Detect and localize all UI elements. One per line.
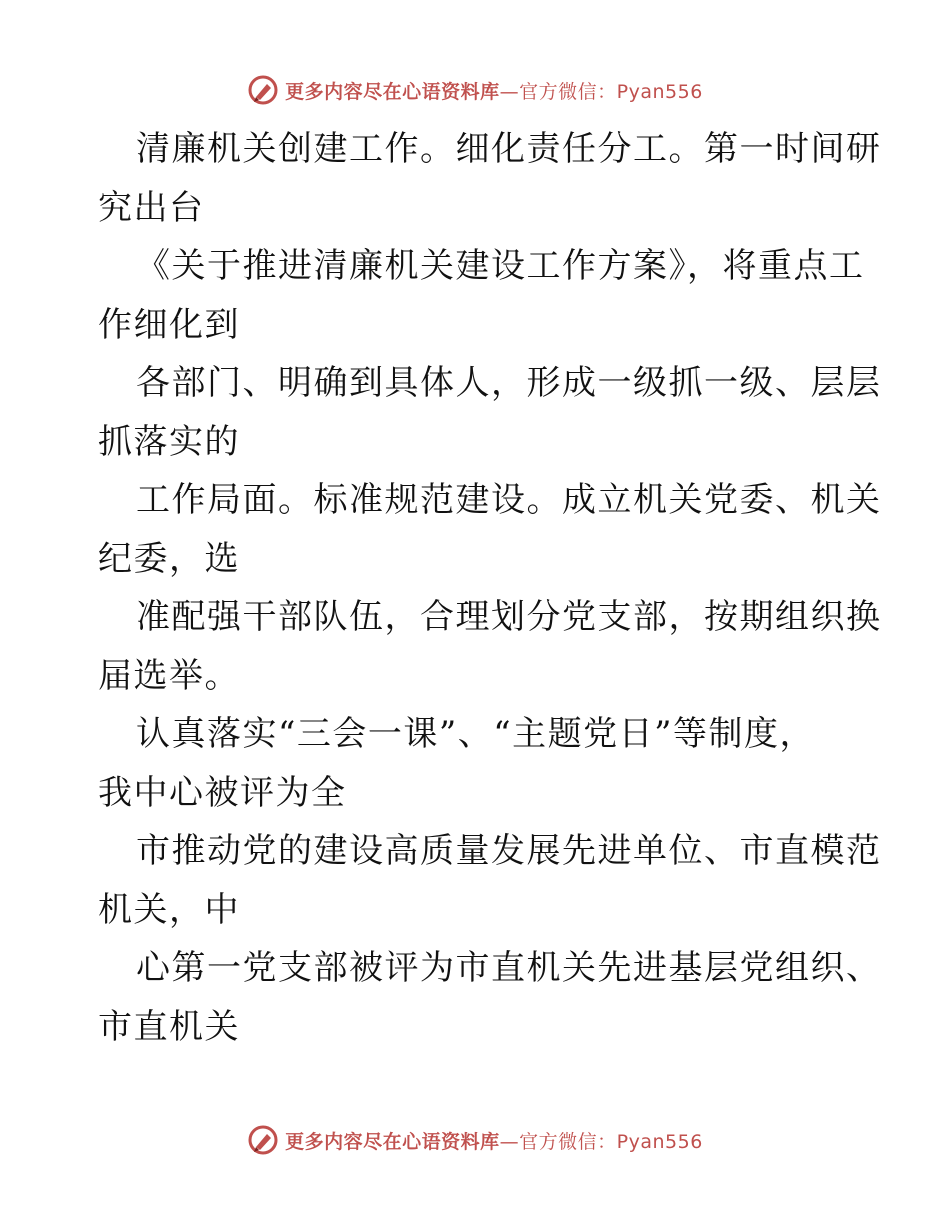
paragraph-line-first: 市推动党的建设高质量发展先进单位、市直模范 bbox=[136, 831, 882, 871]
paragraph-line-second: 届选举。 bbox=[98, 655, 240, 696]
pen-logo-icon bbox=[247, 74, 279, 106]
paragraph-line-second: 纪委，选 bbox=[98, 538, 240, 579]
paragraph-line-first: 准配强干部队伍，合理划分党支部，按期组织换 bbox=[136, 597, 882, 637]
paragraph-line-first: 认真落实“三会一课”、“主题党日”等制度， bbox=[136, 714, 816, 754]
paragraph-line-first: 《关于推进清廉机关建设工作方案》，将重点工 bbox=[136, 246, 865, 286]
paragraph-line bbox=[98, 939, 882, 1056]
paragraph-line bbox=[98, 705, 858, 822]
footer-banner bbox=[0, 1120, 950, 1160]
header-banner bbox=[0, 70, 950, 110]
paragraph-line bbox=[98, 237, 865, 354]
header-banner-brand: 更多内容尽在心语资料库 bbox=[285, 80, 500, 103]
pen-logo-icon bbox=[247, 1124, 279, 1156]
paragraph-line-second: 市直机关 bbox=[98, 1006, 240, 1047]
paragraph-line-first: 各部门、明确到具体人，形成一级抓一级、层层 bbox=[136, 363, 882, 403]
paragraph-line-second: 究出台 bbox=[98, 187, 205, 228]
header-banner-wechat: 官方微信：Pyan556 bbox=[519, 80, 703, 103]
paragraph-line bbox=[98, 471, 882, 588]
header-banner-text bbox=[285, 77, 703, 104]
paragraph-line bbox=[98, 354, 882, 471]
header-banner-dash: — bbox=[499, 80, 520, 103]
paragraph-line-second: 我中心被评为全 bbox=[98, 772, 347, 813]
paragraph-line-first: 清廉机关创建工作。细化责任分工。第一时间研 bbox=[136, 129, 882, 169]
paragraph-line-first: 心第一党支部被评为市直机关先进基层党组织、 bbox=[136, 948, 882, 988]
footer-banner-wechat: 官方微信：Pyan556 bbox=[519, 1130, 703, 1153]
footer-banner-brand: 更多内容尽在心语资料库 bbox=[285, 1130, 500, 1153]
paragraph-line bbox=[98, 120, 882, 237]
footer-banner-dash: — bbox=[499, 1130, 520, 1153]
paragraph-line bbox=[98, 822, 882, 939]
footer-banner-text bbox=[285, 1127, 703, 1154]
paragraph-line-second: 作细化到 bbox=[98, 304, 240, 345]
paragraph-line-second: 机关，中 bbox=[98, 889, 240, 930]
paragraph-line-second: 抓落实的 bbox=[98, 421, 240, 462]
paragraph-line-first: 工作局面。标准规范建设。成立机关党委、机关 bbox=[136, 480, 882, 520]
paragraph-line bbox=[98, 588, 882, 705]
document-body bbox=[98, 120, 882, 1056]
